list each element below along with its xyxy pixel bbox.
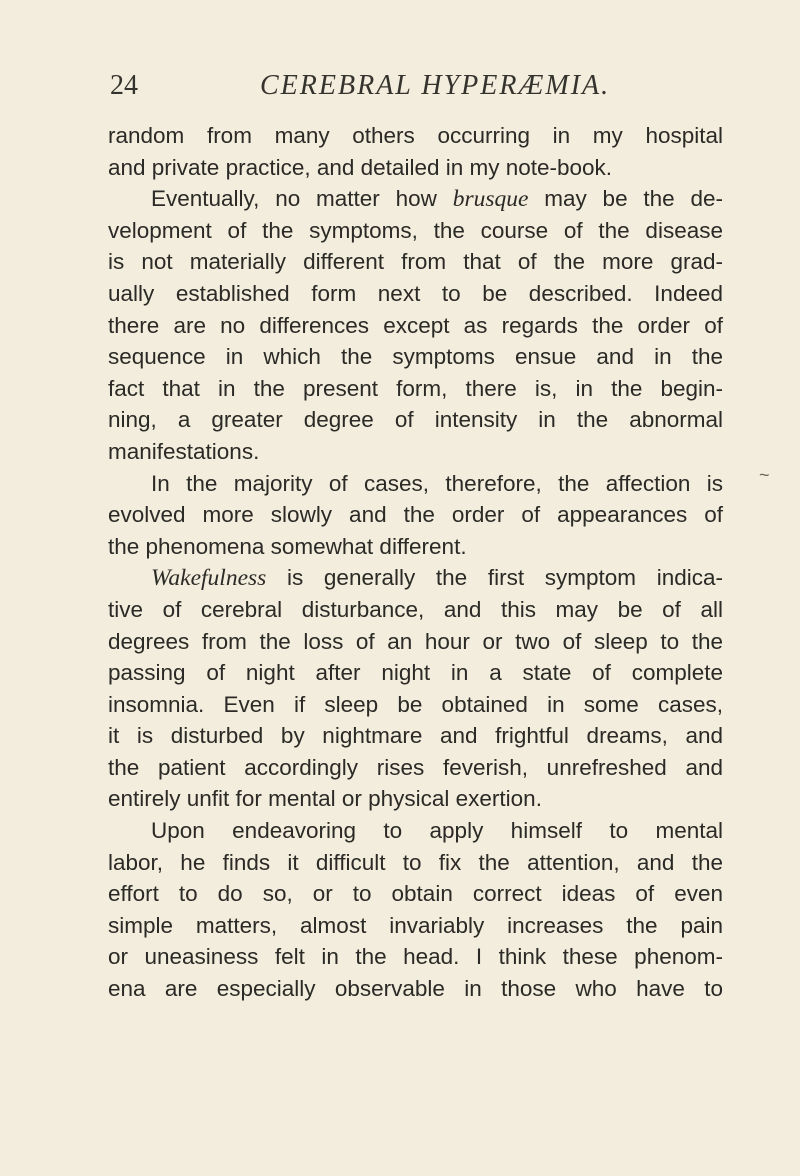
- text-line: degrees from the loss of an hour or two of sleep to the: [108, 628, 723, 654]
- text-line: the patient accordingly rises feverish, unrefreshed and: [108, 754, 723, 780]
- text-line: there are no differences except as regards the order of: [108, 312, 723, 338]
- text-line: [108, 562, 723, 594]
- text-line: ning, a greater degree of intensity in the abnormal: [108, 407, 723, 433]
- text-line: In the majority of cases, therefore, the affection is: [151, 470, 723, 496]
- text-line: velopment of the symptoms, the course of the disease: [108, 217, 723, 243]
- text-line: passing of night after night in a state of complete: [108, 660, 723, 686]
- text-line: the phenomena somewhat different.: [108, 533, 467, 559]
- text-span: Eventually, no matter how: [151, 186, 453, 212]
- text-line: ena are especially observable in those who have to: [108, 976, 723, 1002]
- italic-term: brusque: [452, 186, 529, 213]
- running-head: CEREBRAL HYPERÆMIA.: [260, 70, 611, 101]
- text-line: fact that in the present form, there is, in the begin-: [108, 375, 723, 401]
- text-line: Upon endeavoring to apply himself to mental: [151, 818, 723, 844]
- text-line: effort to do so, or to obtain correct ideas of even: [108, 881, 723, 907]
- text-line: and private practice, and detailed in my note-book.: [108, 154, 613, 180]
- text-line: ually established form next to be described. Indeed: [108, 280, 723, 306]
- margin-mark: ~: [759, 465, 770, 485]
- text-line: manifestations.: [108, 438, 260, 464]
- page-header: [110, 70, 720, 110]
- text-line: entirely unfit for mental or physical exertion.: [108, 786, 542, 812]
- page-number: 24: [110, 70, 138, 101]
- text-line: labor, he finds it difficult to fix the attention, and the: [108, 849, 723, 875]
- text-line: sequence in which the symptoms ensue and in the: [108, 344, 723, 370]
- text-line: tive of cerebral disturbance, and this may be of all: [108, 596, 723, 622]
- italic-term: Wakefulness: [151, 565, 267, 592]
- text-line: [108, 183, 723, 215]
- text-line: insomnia. Even if sleep be obtained in some cases,: [108, 691, 723, 717]
- body-text: [108, 120, 723, 1005]
- text-line: evolved more slowly and the order of appearances of: [108, 502, 723, 528]
- text-line: simple matters, almost invariably increases the pain: [108, 912, 723, 938]
- text-span: may be the de-: [528, 186, 723, 212]
- text-line: or uneasiness felt in the head. I think these phenom-: [108, 944, 723, 970]
- text-line: random from many others occurring in my hospital: [108, 123, 723, 148]
- text-line: is not materially different from that of the more grad-: [108, 249, 723, 275]
- text-span: is generally the first symptom indica-: [266, 565, 723, 591]
- text-line: it is disturbed by nightmare and frightful dreams, and: [108, 723, 723, 749]
